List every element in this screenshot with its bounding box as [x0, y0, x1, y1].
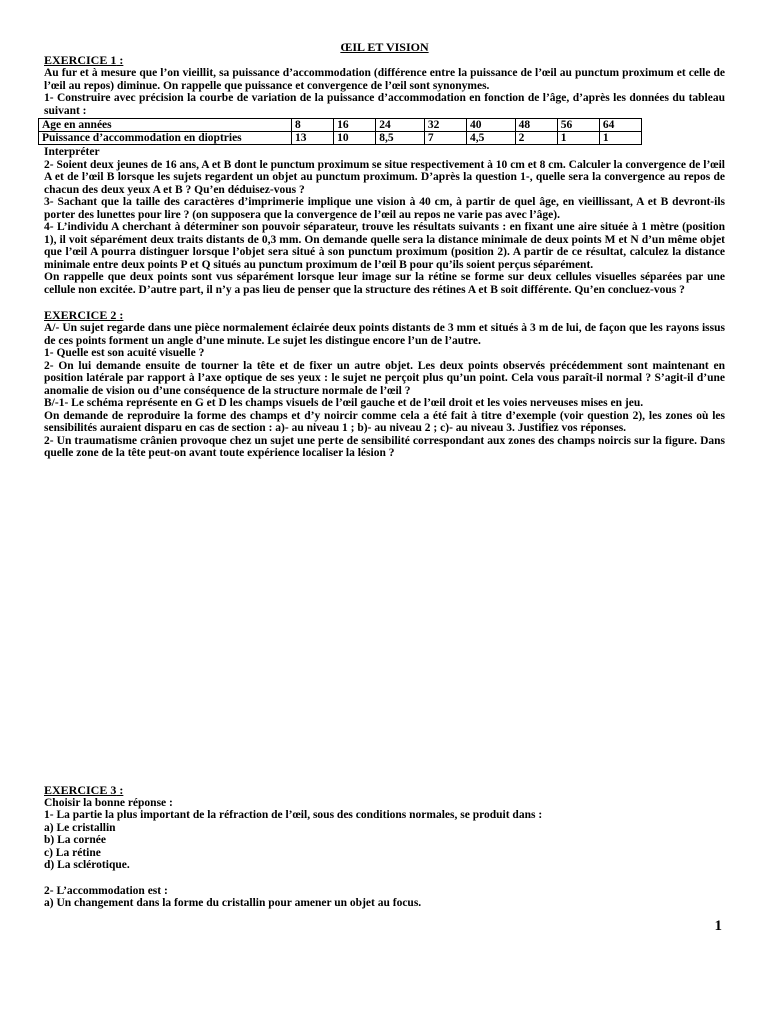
- exercise-2-part-a-question-1: 1- Quelle est son acuité visuelle ?: [44, 347, 205, 359]
- table-cell: 2: [515, 132, 557, 145]
- exercise-3-question-1: 1- La partie la plus important de la réfraction de l’œil, sous des conditions normales, se produit dans :: [44, 809, 543, 821]
- exercise-1-interpret: Interpréter: [44, 146, 100, 158]
- exercise-3-question-2-option-a: a) Un changement dans la forme du cristallin pour amener un objet au focus.: [44, 897, 422, 909]
- table-cell: 1: [557, 132, 599, 145]
- age-accommodation-table: [38, 118, 642, 145]
- exercise-3-option: d) La sclérotique.: [44, 859, 130, 871]
- exercise-3-intro: Choisir la bonne réponse :: [44, 796, 173, 809]
- exercise-3-option: a) Le cristallin: [44, 821, 116, 834]
- exercise-3-option: c) La rétine: [44, 846, 101, 859]
- document-page: [44, 40, 725, 910]
- exercise-3-heading-text: EXERCICE 3: [44, 782, 117, 797]
- exercise-3-heading-colon: :: [116, 782, 124, 797]
- exercise-2-heading-text: EXERCICE 2: [44, 308, 117, 322]
- table-cell: 40: [466, 119, 515, 132]
- exercise-1-question-4-note: On rappelle que deux points sont vus séparément lorsque leur image sur la rétine se forme sur deux cellules visuelles séparées par une cellule non excitée. D’autre part, il n’y a pas lieu de penser que la structure des rétines A et B soit différente. Qu’en concluez-vous ?: [44, 271, 725, 296]
- exercise-3-heading: [44, 784, 725, 797]
- exercise-2-part-b-question-2: 2- Un traumatisme crânien provoque chez un sujet une perte de sensibilité correspondant aux zones des champs noircis sur la figure. Dans quelle zone de la tête peut-on avant toute expérience localiser la lésion ?: [44, 434, 725, 459]
- table-row-accommodation: [39, 132, 642, 145]
- exercise-1-question-3: 3- Sachant que la taille des caractères d’imprimerie implique une vision à 40 cm, à partir de quel âge, en vieillissant, A et B devront-ils porter des lunettes pour lire ? (on supposera que la convergence de l’œil au repos ne varie pas avec l’âge).: [44, 196, 725, 221]
- exercise-2-heading-colon: :: [116, 308, 124, 322]
- table-cell: 48: [515, 119, 557, 132]
- table-cell: 4,5: [466, 132, 515, 145]
- table-cell: 24: [376, 119, 425, 132]
- exercise-1-heading: [44, 54, 725, 67]
- page-number: 1: [714, 918, 722, 934]
- exercise-2-part-b-question-1-instructions: On demande de reproduire la forme des champs et d’y noircir comme cela a été fait à titre d’exemple (voir question 2), les zones où les sensibilités auraient disparu en cas de section : a)- au niveau 1 ; b)- au niveau 2 ; c)- au niveau 3. Justifiez vos réponses.: [44, 409, 725, 434]
- spacer: [44, 872, 725, 885]
- figure-space: [44, 460, 725, 784]
- table-cell: 1: [599, 132, 641, 145]
- exercise-2-part-a-intro: A/- Un sujet regarde dans une pièce normalement éclairée deux points distants de 3 mm et situés à 3 m de lui, de façon que les rayons issus de ces points forment un angle d’une minute. Le sujet les distingue encore l’un de l’autre.: [44, 322, 725, 347]
- table-cell: 32: [424, 119, 466, 132]
- table-cell: 10: [334, 132, 376, 145]
- table-row-ages: [39, 119, 642, 132]
- table-cell: 7: [424, 132, 466, 145]
- table-cell: 16: [334, 119, 376, 132]
- exercise-1-heading-text: EXERCICE 1: [44, 53, 117, 67]
- exercise-1-heading-colon: :: [116, 53, 124, 67]
- exercise-3-question-2: 2- L’accommodation est :: [44, 884, 168, 897]
- table-row-label: Age en années: [39, 119, 292, 132]
- exercise-2-part-b-question-1: B/-1- Le schéma représente en G et D les champs visuels de l’œil gauche et de l’œil droit et les voies nerveuses mises en jeu.: [44, 397, 644, 409]
- spacer: [44, 296, 725, 309]
- exercise-3-option: b) La cornée: [44, 834, 106, 846]
- page-title: ŒIL ET VISION: [340, 40, 429, 54]
- exercise-1-question-4: 4- L’individu A cherchant à déterminer son pouvoir séparateur, trouve les résultats suivants : en fixant une aire située à 1 mètre (position 1), il voit séparément deux traits distants de 0,3 mm. On demande quelle sera la distance minimale de deux points M et N d’un même objet que l’œil A pourra distinguer lorsque l’objet sera situé à son punctum proximum (position 2). A partir de ce résultat, calculez la distance minimale entre deux points P et Q situés au punctum proximum de l’œil B pour qu’ils soient perçus séparément.: [44, 221, 725, 271]
- table-cell: 13: [292, 132, 334, 145]
- table-cell: 8,5: [376, 132, 425, 145]
- exercise-2-heading: [44, 309, 725, 322]
- table-row-label: Puissance d’accommodation en dioptries: [39, 132, 292, 145]
- exercise-2-part-a-question-2: 2- On lui demande ensuite de tourner la tête et de fixer un autre objet. Les deux points observés précédemment sont maintenant en position latérale par rapport à l’axe optique de ses yeux : le sujet ne perçoit plus qu’un point. Cela vous paraît-il normal ? S’agit-il d’une anomalie de vision ou d’une conséquence de la structure normale de l’œil ?: [44, 359, 725, 397]
- table-cell: 8: [292, 119, 334, 132]
- table-cell: 64: [599, 119, 641, 132]
- exercise-1-question-2: 2- Soient deux jeunes de 16 ans, A et B dont le punctum proximum se situe respectivement à 10 cm et 8 cm. Calculer la convergence de l’œil A et de l’œil B lorsque les sujets regardent un objet au punctum proximum. D’après la question 1-, quelle sera la convergence au repos de chacun des deux yeux A et B ? Qu’en déduisez-vous ?: [44, 158, 725, 196]
- table-cell: 56: [557, 119, 599, 132]
- exercise-1-intro: Au fur et à mesure que l’on vieillit, sa puissance d’accommodation (différence entre la puissance de l’œil au punctum proximum et celle de l’œil au repos) diminue. On rappelle que puissance et convergence de l’œil sont synonymes.: [44, 67, 725, 92]
- exercise-1-question-1: 1- Construire avec précision la courbe de variation de la puissance d’accommodation en fonction de l’âge, d’après les données du tableau suivant :: [44, 92, 725, 117]
